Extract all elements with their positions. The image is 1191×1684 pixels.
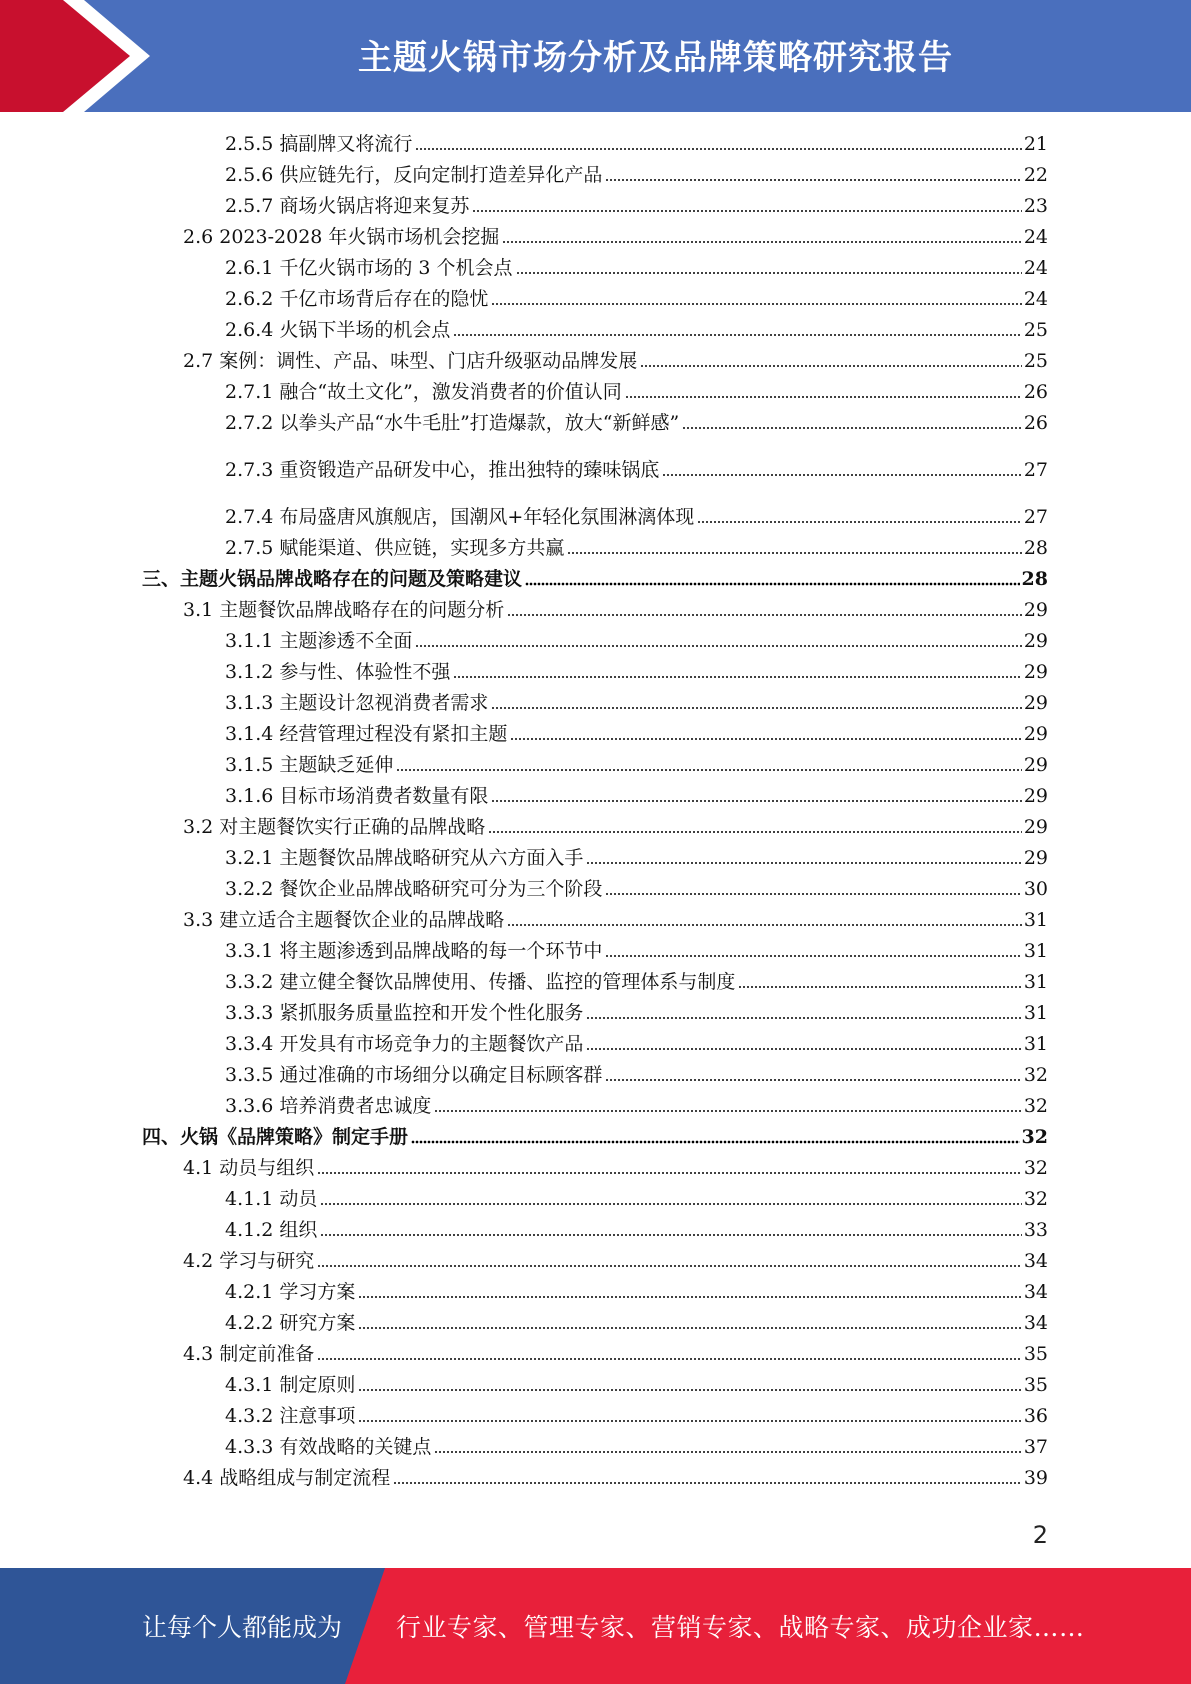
toc-entry-label: 2.6.4 火锅下半场的机会点 — [225, 319, 451, 341]
toc-dot-leader — [358, 1326, 1021, 1330]
toc-entry-label: 4.1 动员与组织 — [183, 1157, 315, 1179]
toc-dot-leader — [488, 830, 1022, 834]
toc-entry-page: 29 — [1023, 692, 1048, 714]
toc-entry-page: 31 — [1023, 909, 1048, 931]
toc-entry[interactable] — [225, 500, 1048, 528]
toc-entry-label: 3.1.3 主题设计忽视消费者需求 — [225, 692, 489, 714]
page-footer — [0, 1568, 1191, 1684]
toc-dot-leader — [510, 737, 1021, 741]
toc-entry[interactable] — [183, 593, 1048, 621]
toc-entry-label: 四、火锅《品牌策略》制定手册 — [142, 1126, 409, 1148]
toc-entry[interactable] — [225, 841, 1048, 869]
toc-dot-leader — [697, 520, 1022, 524]
toc-entry[interactable] — [183, 1151, 1048, 1179]
toc-entry-label: 4.3.1 制定原则 — [225, 1374, 356, 1396]
toc-entry-page: 35 — [1023, 1343, 1048, 1365]
toc-dot-leader — [453, 333, 1021, 337]
toc-dot-leader — [605, 892, 1021, 896]
toc-entry-page: 34 — [1023, 1250, 1048, 1272]
toc-entry-label: 4.1.1 动员 — [225, 1188, 318, 1210]
toc-dot-leader — [586, 1047, 1021, 1051]
toc-entry-page: 21 — [1023, 133, 1048, 155]
footer-slogan: 让每个人都能成为 — [142, 1613, 343, 1642]
toc-entry-page: 31 — [1023, 940, 1048, 962]
toc-entry[interactable] — [225, 1399, 1048, 1427]
toc-entry-label: 三、主题火锅品牌战略存在的问题及策略建议 — [142, 568, 523, 590]
toc-dot-leader — [605, 1078, 1021, 1082]
toc-entry-page: 29 — [1023, 599, 1048, 621]
toc-dot-leader — [502, 240, 1021, 244]
toc-entry-page: 29 — [1023, 847, 1048, 869]
toc-dot-leader — [605, 954, 1021, 958]
toc-entry-page: 22 — [1023, 164, 1048, 186]
toc-dot-leader — [625, 395, 1022, 399]
toc-entry[interactable] — [225, 686, 1048, 714]
toc-entry-page: 23 — [1023, 195, 1048, 217]
toc-entry-label: 3.3.6 培养消费者忠诚度 — [225, 1095, 432, 1117]
toc-entry[interactable] — [183, 1337, 1048, 1365]
toc-entry-page: 32 — [1021, 1126, 1048, 1148]
toc-entry-page: 34 — [1023, 1281, 1048, 1303]
toc-entry[interactable] — [225, 158, 1048, 186]
toc-dot-leader — [516, 271, 1022, 275]
toc-dot-leader — [525, 582, 1020, 586]
footer-tagline: 行业专家、管理专家、营销专家、战略专家、成功企业家…… — [396, 1613, 1085, 1642]
toc-entry-page: 29 — [1023, 816, 1048, 838]
toc-entry-page: 37 — [1023, 1436, 1048, 1458]
toc-entry-page: 36 — [1023, 1405, 1048, 1427]
toc-entry[interactable] — [225, 1182, 1048, 1210]
toc-dot-leader — [491, 799, 1021, 803]
toc-entry-label: 4.3 制定前准备 — [183, 1343, 315, 1365]
page-header — [0, 0, 1191, 112]
toc-entry-label: 2.5.7 商场火锅店将迎来复苏 — [225, 195, 470, 217]
toc-entry[interactable] — [225, 1027, 1048, 1055]
toc-entry-page: 28 — [1021, 568, 1048, 590]
toc-entry-page: 25 — [1023, 350, 1048, 372]
toc-dot-leader — [415, 147, 1021, 151]
toc-entry-label: 2.5.5 搞副牌又将流行 — [225, 133, 413, 155]
toc-entry-label: 4.2.2 研究方案 — [225, 1312, 356, 1334]
toc-entry-label: 3.2.1 主题餐饮品牌战略研究从六方面入手 — [225, 847, 584, 869]
toc-entry-page: 24 — [1023, 226, 1048, 248]
toc-dot-leader — [411, 1140, 1020, 1144]
toc-entry-page: 31 — [1023, 971, 1048, 993]
toc-entry[interactable] — [183, 1461, 1048, 1489]
toc-entry[interactable] — [225, 1058, 1048, 1086]
header-title: 主题火锅市场分析及品牌策略研究报告 — [358, 37, 953, 78]
toc-entry[interactable] — [225, 1430, 1048, 1458]
toc-dot-leader — [320, 1202, 1021, 1206]
toc-entry-label: 3.3.2 建立健全餐饮品牌使用、传播、监控的管理体系与制度 — [225, 971, 736, 993]
toc-entry-label: 2.7.4 布局盛唐风旗舰店，国潮风+年轻化氛围淋漓体现 — [225, 506, 695, 528]
toc-dot-leader — [358, 1295, 1021, 1299]
toc-dot-leader — [434, 1450, 1021, 1454]
toc-entry[interactable] — [225, 375, 1048, 403]
toc-entry-label: 3.3.1 将主题渗透到品牌战略的每一个环节中 — [225, 940, 603, 962]
toc-dot-leader — [415, 644, 1021, 648]
toc-entry[interactable] — [225, 313, 1048, 341]
toc-entry[interactable] — [183, 220, 1048, 248]
toc-entry-label: 2.6.2 千亿市场背后存在的隐忧 — [225, 288, 489, 310]
toc-entry-page: 34 — [1023, 1312, 1048, 1334]
toc-entry-page: 27 — [1023, 459, 1048, 481]
toc-entry-page: 27 — [1023, 506, 1048, 528]
toc-entry[interactable] — [225, 779, 1048, 807]
page-number: 2 — [1032, 1521, 1048, 1549]
toc-entry[interactable] — [225, 872, 1048, 900]
toc-entry-label: 2.7.5 赋能渠道、供应链，实现多方共赢 — [225, 537, 565, 559]
toc-entry[interactable] — [225, 1275, 1048, 1303]
toc-entry-page: 30 — [1023, 878, 1048, 900]
toc-entry[interactable] — [225, 996, 1048, 1024]
toc-entry-label: 4.1.2 组织 — [225, 1219, 318, 1241]
toc-entry-label: 3.1.2 参与性、体验性不强 — [225, 661, 451, 683]
toc-entry-label: 3.3.5 通过准确的市场细分以确定目标顾客群 — [225, 1064, 603, 1086]
toc-dot-leader — [320, 1233, 1021, 1237]
toc-entry[interactable] — [225, 251, 1048, 279]
toc-dot-leader — [317, 1264, 1022, 1268]
toc-entry[interactable] — [183, 810, 1048, 838]
toc-dot-leader — [317, 1171, 1022, 1175]
toc-entry-label: 2.7.1 融合“故土文化”，激发消费者的价值认同 — [225, 381, 622, 403]
toc-entry[interactable] — [225, 1368, 1048, 1396]
toc-entry-label: 3.1.1 主题渗透不全面 — [225, 630, 413, 652]
toc-entry-label: 4.3.3 有效战略的关键点 — [225, 1436, 432, 1458]
toc-dot-leader — [682, 426, 1022, 430]
toc-entry-page: 24 — [1023, 257, 1048, 279]
toc-entry-page: 31 — [1023, 1002, 1048, 1024]
toc-entry[interactable] — [225, 531, 1048, 559]
toc-dot-leader — [507, 613, 1022, 617]
toc-dot-leader — [358, 1388, 1021, 1392]
toc-entry[interactable] — [225, 127, 1048, 155]
toc-dot-leader — [453, 675, 1021, 679]
toc-entry-page: 28 — [1023, 537, 1048, 559]
toc-entry[interactable] — [225, 655, 1048, 683]
toc-dot-leader — [491, 302, 1021, 306]
toc-dot-leader — [586, 861, 1021, 865]
toc-dot-leader — [317, 1357, 1022, 1361]
toc-entry-label: 3.2.2 餐饮企业品牌战略研究可分为三个阶段 — [225, 878, 603, 900]
toc-entry-label: 2.7 案例：调性、产品、味型、门店升级驱动品牌发展 — [183, 350, 638, 372]
toc-entry[interactable] — [225, 189, 1048, 217]
toc-entry[interactable] — [225, 965, 1048, 993]
toc-entry-label: 2.6 2023-2028 年火锅市场机会挖掘 — [183, 226, 500, 248]
toc-entry-label: 3.3.3 紧抓服务质量监控和开发个性化服务 — [225, 1002, 584, 1024]
toc-entry-page: 31 — [1023, 1033, 1048, 1055]
toc-entry[interactable] — [225, 1213, 1048, 1241]
toc-entry-label: 3.3 建立适合主题餐饮企业的品牌战略 — [183, 909, 505, 931]
toc-entry-page: 29 — [1023, 785, 1048, 807]
toc-entry-page: 29 — [1023, 661, 1048, 683]
toc-entry-label: 2.6.1 千亿火锅市场的 3 个机会点 — [225, 257, 513, 279]
toc-entry-label: 3.1.6 目标市场消费者数量有限 — [225, 785, 489, 807]
toc-entry[interactable] — [225, 406, 1048, 434]
toc-dot-leader — [567, 551, 1021, 555]
toc-entry-page: 32 — [1023, 1095, 1048, 1117]
toc-entry-label: 3.3.4 开发具有市场竞争力的主题餐饮产品 — [225, 1033, 584, 1055]
toc-entry-page: 29 — [1023, 630, 1048, 652]
toc-entry[interactable] — [225, 748, 1048, 776]
toc-entry[interactable] — [225, 717, 1048, 745]
toc-entry-page: 29 — [1023, 754, 1048, 776]
toc-entry[interactable] — [225, 453, 1048, 481]
toc-entry-page: 35 — [1023, 1374, 1048, 1396]
toc-dot-leader — [586, 1016, 1021, 1020]
toc-entry-label: 4.2 学习与研究 — [183, 1250, 315, 1272]
toc-entry[interactable] — [183, 903, 1048, 931]
toc-entry-page: 26 — [1023, 381, 1048, 403]
toc-entry-label: 2.7.2 以拳头产品“水牛毛肚”打造爆款，放大“新鲜感” — [225, 412, 680, 434]
toc-entry-page: 32 — [1023, 1064, 1048, 1086]
toc-entry-page: 26 — [1023, 412, 1048, 434]
toc-entry-label: 3.1 主题餐饮品牌战略存在的问题分析 — [183, 599, 505, 621]
toc-dot-leader — [491, 706, 1021, 710]
toc-entry[interactable] — [225, 1306, 1048, 1334]
toc-dot-leader — [605, 178, 1021, 182]
toc-entry[interactable] — [142, 1120, 1048, 1148]
toc-dot-leader — [434, 1109, 1021, 1113]
toc-entry-page: 33 — [1023, 1219, 1048, 1241]
toc-entry-label: 4.2.1 学习方案 — [225, 1281, 356, 1303]
toc-dot-leader — [738, 985, 1021, 989]
toc-entry-label: 2.5.6 供应链先行，反向定制打造差异化产品 — [225, 164, 603, 186]
toc-entry-page: 25 — [1023, 319, 1048, 341]
toc-entry-label: 2.7.3 重资锻造产品研发中心，推出独特的臻味锅底 — [225, 459, 660, 481]
toc-entry-label: 3.1.4 经营管理过程没有紧扣主题 — [225, 723, 508, 745]
toc-entry-label: 3.1.5 主题缺乏延伸 — [225, 754, 394, 776]
toc-dot-leader — [396, 768, 1021, 772]
toc-entry[interactable] — [225, 1089, 1048, 1117]
toc-dot-leader — [507, 923, 1022, 927]
toc-entry[interactable] — [142, 562, 1048, 590]
toc-entry-page: 29 — [1023, 723, 1048, 745]
toc-entry-page: 24 — [1023, 288, 1048, 310]
toc-dot-leader — [640, 364, 1022, 368]
toc-dot-leader — [358, 1419, 1021, 1423]
toc-entry-label: 4.3.2 注意事项 — [225, 1405, 356, 1427]
toc-entry[interactable] — [225, 624, 1048, 652]
toc-entry[interactable] — [225, 934, 1048, 962]
toc-entry-label: 4.4 战略组成与制定流程 — [183, 1467, 391, 1489]
toc-dot-leader — [662, 473, 1021, 477]
toc-entry[interactable] — [225, 282, 1048, 310]
toc-dot-leader — [393, 1481, 1022, 1485]
toc-entry-page: 39 — [1023, 1467, 1048, 1489]
toc-dot-leader — [472, 209, 1021, 213]
toc-entry-page: 32 — [1023, 1188, 1048, 1210]
toc-entry-page: 32 — [1023, 1157, 1048, 1179]
toc-entry[interactable] — [183, 1244, 1048, 1272]
toc-entry[interactable] — [183, 344, 1048, 372]
toc-entry-label: 3.2 对主题餐饮实行正确的品牌战略 — [183, 816, 486, 838]
